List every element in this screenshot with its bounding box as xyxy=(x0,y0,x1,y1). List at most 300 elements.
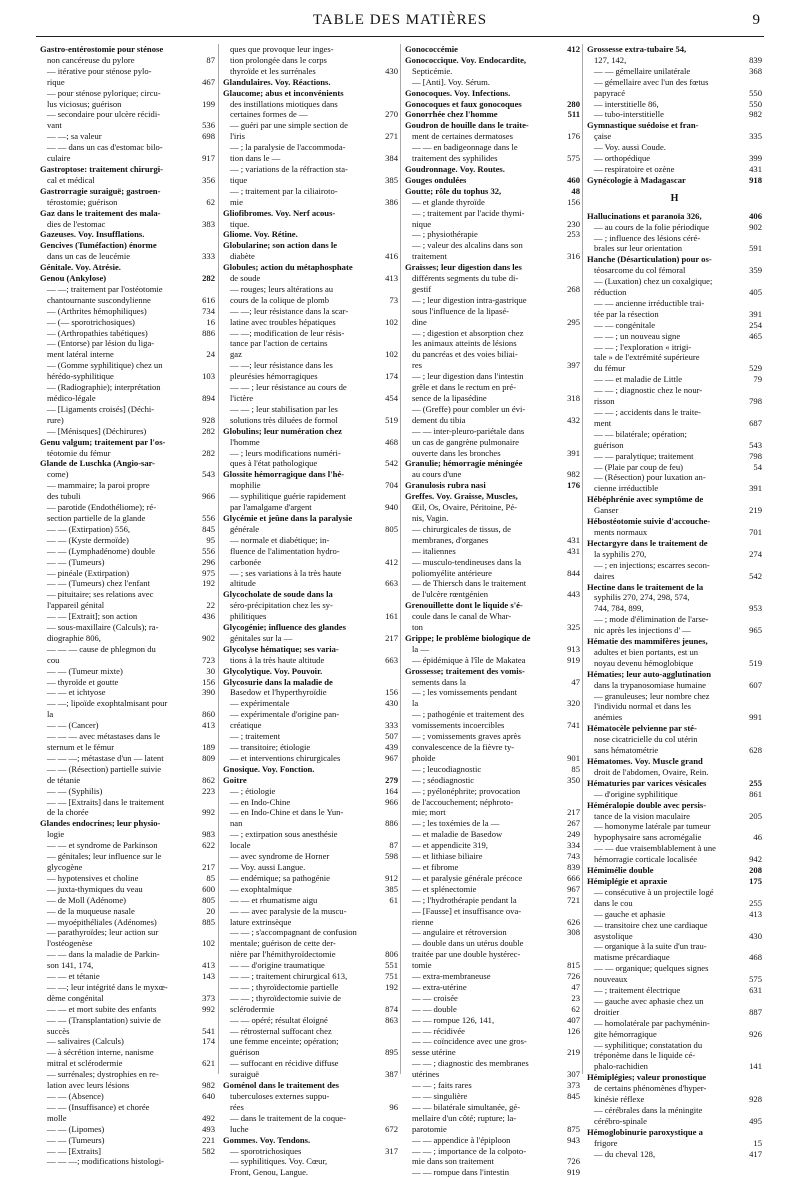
entry-term: nan xyxy=(230,818,243,829)
entry-term: Gonocoques et faux gonocoques xyxy=(405,98,522,109)
entry-term: — ; la paralysie de l'accommoda- xyxy=(230,142,346,153)
entry-term: — pituitaire; ses relations avec xyxy=(47,589,154,600)
index-subentry xyxy=(223,44,398,55)
entry-term: — italiennes xyxy=(412,545,456,556)
entry-term: — endémique; sa pathogénie xyxy=(230,872,330,883)
index-subentry xyxy=(40,535,215,546)
index-subentry xyxy=(223,415,398,426)
entry-term: nique xyxy=(412,218,432,229)
entry-page-ref: 385 xyxy=(385,174,398,185)
entry-term: Gastroptose: traitement chirurgi- xyxy=(40,163,163,174)
entry-page-ref: 174 xyxy=(385,371,398,382)
entry-term: — ; l'hydrothérapie pendant la xyxy=(412,894,517,905)
index-subentry xyxy=(40,687,215,698)
index-subentry xyxy=(587,843,762,854)
entry-term: — (Arthropathies tabétiques) xyxy=(47,327,148,338)
entry-term: — ; leur digestion intra-gastrique xyxy=(412,294,527,305)
index-subentry xyxy=(587,941,762,952)
entry-page-ref: 806 xyxy=(385,949,398,960)
entry-page-ref: 46 xyxy=(753,832,762,843)
index-subentry xyxy=(223,1004,398,1015)
entry-term: Hanche (Désarticulation) pour os- xyxy=(587,254,712,265)
entry-page-ref: 556 xyxy=(202,545,215,556)
entry-page-ref: 126 xyxy=(567,1025,580,1036)
entry-term: convalescence de la fièvre ty- xyxy=(412,742,515,752)
entry-term: — ; les vomissements pendant xyxy=(412,687,518,698)
entry-term: hémorragie corticale localisée xyxy=(594,854,698,865)
entry-page-ref: 390 xyxy=(202,687,215,698)
index-subentry xyxy=(40,88,215,99)
index-subentry xyxy=(40,360,215,371)
entry-page-ref: 325 xyxy=(567,622,580,633)
entry-term: Gonorrhée chez l'homme xyxy=(405,109,498,120)
index-subentry xyxy=(223,360,398,371)
entry-term: des tubuli xyxy=(47,491,81,502)
index-subentry xyxy=(40,219,215,230)
index-subentry xyxy=(405,698,580,709)
index-subentry xyxy=(587,385,762,396)
entry-page-ref: 805 xyxy=(202,894,215,905)
entry-page-ref: 432 xyxy=(567,414,580,425)
index-headword-entry xyxy=(405,186,580,197)
entry-page-ref: 616 xyxy=(202,294,215,305)
index-headword-entry xyxy=(40,240,215,251)
entry-page-ref: 815 xyxy=(567,960,580,971)
entry-term: — épidémique à l'île de Makatea xyxy=(412,654,526,665)
entry-term: — thyroïde et goutte xyxy=(47,676,119,687)
entry-page-ref: 280 xyxy=(567,98,580,109)
entry-term: tion prolongée dans le corps xyxy=(230,54,327,65)
entry-term: — à sécrétion interne, nanisme xyxy=(47,1047,154,1058)
index-subentry xyxy=(405,1058,580,1069)
index-subentry xyxy=(405,426,580,437)
index-subentry xyxy=(223,786,398,797)
index-subentry xyxy=(405,938,580,949)
index-headword-entry xyxy=(587,254,762,265)
entry-term: — — ; faits rares xyxy=(412,1080,472,1091)
index-headword-entry xyxy=(587,211,762,222)
entry-page-ref: 895 xyxy=(385,1047,398,1058)
entry-term: — — (Kyste dermoïde) xyxy=(47,534,129,545)
entry-term: — — et rhumatisme aigu xyxy=(230,894,318,905)
entry-term: — — et syndrome de Parkinson xyxy=(47,840,158,851)
entry-term: Goménol dans le traitement des xyxy=(223,1080,340,1091)
index-subentry xyxy=(40,1036,215,1047)
index-headword-entry xyxy=(587,876,762,887)
entry-page-ref: 575 xyxy=(567,153,580,164)
index-subentry xyxy=(587,287,762,298)
entry-term: çaise xyxy=(594,131,612,142)
entry-term: les animaux atteints de lésions xyxy=(412,338,517,349)
entry-page-ref: 143 xyxy=(202,971,215,982)
index-subentry xyxy=(587,505,762,516)
index-headword-entry xyxy=(587,494,762,505)
entry-page-ref: 384 xyxy=(385,153,398,164)
index-subentry xyxy=(405,131,580,142)
index-headword-entry xyxy=(223,764,398,775)
entry-term: ment de certaines dermatoses xyxy=(412,131,513,142)
index-subentry xyxy=(40,982,215,993)
entry-term: — ; en injections; escarres secon- xyxy=(594,559,710,570)
index-subentry xyxy=(587,691,762,702)
index-headword-entry xyxy=(587,44,762,55)
index-subentry xyxy=(587,527,762,538)
entry-term: l'appareil génital xyxy=(47,600,105,611)
entry-term: sements dans la xyxy=(412,676,466,687)
entry-page-ref: 405 xyxy=(749,287,762,298)
entry-page-ref: 556 xyxy=(202,512,215,523)
index-subentry xyxy=(587,811,762,822)
entry-term: anémies xyxy=(594,712,623,723)
entry-page-ref: 845 xyxy=(567,1091,580,1101)
index-subentry xyxy=(223,971,398,982)
entry-term: — — [Extraits] xyxy=(47,1145,101,1156)
index-subentry xyxy=(587,407,762,418)
entry-page-ref: 550 xyxy=(749,98,762,109)
index-subentry xyxy=(40,1047,215,1058)
entry-page-ref: 467 xyxy=(202,76,215,87)
index-subentry xyxy=(405,404,580,415)
entry-page-ref: 85 xyxy=(206,872,215,883)
entry-term: l'iris xyxy=(230,131,245,142)
entry-term: Hébostéotomie suivie d'accouche- xyxy=(587,516,711,527)
entry-term: droit de l'abdomen, Ovaire, Rein. xyxy=(594,766,709,777)
entry-term: — ; étiologie xyxy=(230,785,276,796)
index-subentry xyxy=(587,1116,762,1127)
entry-term: — ; leucodiagnostic xyxy=(412,763,482,774)
index-subentry xyxy=(40,502,215,513)
entry-page-ref: 809 xyxy=(202,752,215,763)
entry-term: — — ; s'accompagnant de confusion xyxy=(230,927,357,938)
entry-page-ref: 87 xyxy=(206,54,215,65)
index-subentry xyxy=(40,153,215,164)
entry-page-ref: 267 xyxy=(567,818,580,829)
entry-term: — hypotensives et choline xyxy=(47,872,139,883)
index-subentry xyxy=(40,731,215,742)
entry-term: — ; valeur des alcalins dans son xyxy=(412,240,523,251)
entry-term: Globularine; son action dans le xyxy=(223,240,338,251)
index-subentry xyxy=(40,1156,215,1167)
index-subentry xyxy=(587,680,762,691)
index-subentry xyxy=(40,480,215,491)
entry-term: — — ; thyroïdectomie suivie de xyxy=(230,992,341,1003)
index-subentry xyxy=(405,862,580,873)
entry-term: cal et médical xyxy=(47,174,95,185)
index-headword-entry xyxy=(587,516,762,527)
entry-page-ref: 967 xyxy=(385,752,398,763)
entry-page-ref: 413 xyxy=(202,720,215,731)
index-subentry xyxy=(40,306,215,317)
index-subentry xyxy=(223,349,398,360)
index-subentry xyxy=(587,734,762,745)
index-subentry xyxy=(223,317,398,328)
index-subentry xyxy=(223,393,398,404)
index-subentry xyxy=(587,1007,762,1018)
entry-term: tomie xyxy=(412,960,432,971)
entry-page-ref: 176 xyxy=(567,131,580,142)
entry-page-ref: 439 xyxy=(385,742,398,752)
entry-page-ref: 543 xyxy=(749,439,762,450)
index-headword-entry xyxy=(40,44,215,55)
index-subentry xyxy=(405,687,580,698)
index-subentry xyxy=(223,1167,398,1178)
index-subentry xyxy=(223,1124,398,1135)
index-subentry xyxy=(223,1047,398,1058)
index-subentry xyxy=(223,797,398,808)
entry-term: cours de la colique de plomb xyxy=(230,294,330,305)
entry-term: syphilis 270, 274, 298, 574, xyxy=(594,592,690,603)
entry-page-ref: 103 xyxy=(202,371,215,382)
entry-page-ref: 30 xyxy=(206,665,215,676)
entry-term: Glandulaires. Voy. Réactions. xyxy=(223,76,331,87)
index-subentry xyxy=(40,1113,215,1124)
entry-term: — pinéale (Extirpation) xyxy=(47,567,130,578)
index-subentry xyxy=(587,571,762,582)
entry-page-ref: 430 xyxy=(749,930,762,941)
index-subentry xyxy=(40,328,215,339)
entry-term: — cérébrales dans la méningite xyxy=(594,1105,703,1115)
entry-page-ref: 721 xyxy=(567,894,580,905)
index-subentry xyxy=(405,742,580,753)
entry-page-ref: 901 xyxy=(567,752,580,763)
entry-term: Genu valgum; traitement par l'os- xyxy=(40,436,166,447)
index-subentry xyxy=(40,1102,215,1113)
entry-term: — — congénitale xyxy=(594,319,656,330)
index-subentry xyxy=(223,251,398,262)
entry-term: come) xyxy=(47,469,69,480)
entry-term: — salivaires (Calculs) xyxy=(47,1036,124,1047)
index-headword-entry xyxy=(405,175,580,186)
index-headword-entry xyxy=(223,77,398,88)
index-subentry xyxy=(405,328,580,339)
entry-term: rique xyxy=(47,76,65,87)
entry-term: Gastrorragie suraiguë; gastroen- xyxy=(40,185,161,196)
index-subentry xyxy=(223,109,398,120)
index-subentry xyxy=(40,349,215,360)
entry-term: — et lithiase biliaire xyxy=(412,851,483,862)
entry-page-ref: 320 xyxy=(567,698,580,709)
entry-page-ref: 967 xyxy=(567,883,580,894)
entry-term: Ganser xyxy=(594,505,619,516)
entry-term: dies de l'estomac xyxy=(47,218,106,229)
index-subentry xyxy=(223,437,398,448)
entry-page-ref: 628 xyxy=(749,745,762,756)
entry-term: — au cours de la folie périodique xyxy=(594,221,710,232)
entry-page-ref: 430 xyxy=(385,698,398,709)
entry-term: — ; vomissements graves après xyxy=(412,731,521,742)
entry-term: térostomie; guérison xyxy=(47,196,118,207)
index-subentry xyxy=(223,862,398,873)
entry-term: génitales sur la — xyxy=(230,632,293,643)
entry-term: Hémoglobinurie paroxystique a xyxy=(587,1126,703,1137)
entry-term: — sporotrichosiques xyxy=(230,1145,302,1156)
entry-page-ref: 62 xyxy=(206,196,215,207)
index-subentry xyxy=(40,109,215,120)
index-subentry xyxy=(405,1015,580,1026)
entry-page-ref: 919 xyxy=(567,654,580,665)
entry-term: — et paralysie générale précoce xyxy=(412,872,523,883)
index-subentry xyxy=(405,720,580,731)
index-subentry xyxy=(223,382,398,393)
index-subentry xyxy=(40,971,215,982)
index-subentry xyxy=(40,175,215,186)
entry-term: — sous-maxillaire (Calculs); ra- xyxy=(47,622,159,633)
index-headword-entry xyxy=(405,99,580,110)
entry-page-ref: 917 xyxy=(202,153,215,164)
entry-page-ref: 839 xyxy=(749,54,762,65)
index-subentry xyxy=(223,1102,398,1113)
entry-term: — [Ménisques] (Déchirures) xyxy=(47,425,147,436)
entry-term: — dans le traitement de la coque- xyxy=(230,1112,346,1123)
entry-page-ref: 385 xyxy=(385,883,398,894)
entry-page-ref: 541 xyxy=(202,1025,215,1036)
entry-term: ques que provoque leur inges- xyxy=(230,44,334,54)
entry-page-ref: 663 xyxy=(385,654,398,665)
index-headword-entry xyxy=(223,589,398,600)
entry-term: de soude xyxy=(230,273,261,284)
entry-term: — — paralytique; traitement xyxy=(594,450,694,461)
entry-term: poliomyélite antérieure xyxy=(412,567,492,578)
entry-term: suraiguë xyxy=(230,1069,260,1080)
index-subentry xyxy=(40,1069,215,1080)
index-subentry xyxy=(40,993,215,1004)
index-subentry xyxy=(405,502,580,513)
index-subentry xyxy=(587,1061,762,1072)
entry-page-ref: 926 xyxy=(749,1028,762,1039)
entry-page-ref: 798 xyxy=(749,396,762,407)
entry-term: Glycolytique. Voy. Pouvoir. xyxy=(223,665,323,676)
entry-term: — avec syndrome de Horner xyxy=(230,851,330,862)
entry-term: Grenouillette dont le liquide s'é- xyxy=(405,600,523,611)
entry-page-ref: 413 xyxy=(749,908,762,919)
index-headword-entry xyxy=(587,636,762,647)
entry-term: ment xyxy=(594,417,612,428)
entry-term: Hémimélie double xyxy=(587,865,654,876)
entry-term: dème congénital xyxy=(47,992,104,1003)
entry-term: rées xyxy=(230,1101,244,1112)
index-subentry xyxy=(587,66,762,77)
index-subentry xyxy=(40,829,215,840)
entry-term: — — dans un cas d'estomac bilo- xyxy=(47,142,163,153)
entry-term: — rouges; leurs altérations au xyxy=(230,283,334,294)
entry-term: sence de la lipasédine xyxy=(412,393,487,403)
entry-term: Goudronnage. Voy. Routes. xyxy=(405,163,505,174)
index-subentry xyxy=(587,985,762,996)
entry-term: 127, 142, xyxy=(594,54,627,65)
entry-term: créatique xyxy=(230,720,262,731)
entry-page-ref: 87 xyxy=(389,840,398,851)
entry-term: — du cheval 128, xyxy=(594,1148,656,1159)
entry-term: — orthopédique xyxy=(594,153,651,164)
entry-page-ref: 885 xyxy=(202,916,215,927)
entry-term: droitier xyxy=(594,1006,620,1017)
entry-page-ref: 443 xyxy=(567,589,580,600)
entry-term: la — xyxy=(412,643,429,654)
entry-page-ref: 430 xyxy=(385,65,398,76)
index-subentry xyxy=(40,1058,215,1069)
entry-term: — —; leur intégrité dans le myxœ- xyxy=(47,981,168,992)
index-headword-entry xyxy=(405,120,580,131)
index-subentry xyxy=(223,480,398,491)
entry-page-ref: 875 xyxy=(567,1123,580,1134)
entry-term: — [Fausse] et insuffisance ova- xyxy=(412,905,522,916)
entry-page-ref: 861 xyxy=(749,788,762,799)
entry-term: tance de la vision maculaire xyxy=(594,810,690,821)
index-subentry xyxy=(223,698,398,709)
index-subentry xyxy=(405,578,580,589)
entry-term: hypophysaire sans acromégalie xyxy=(594,832,702,843)
entry-page-ref: 495 xyxy=(749,1115,762,1126)
entry-page-ref: 965 xyxy=(749,625,762,636)
entry-term: Hématies; leur auto-agglutination xyxy=(587,668,711,679)
entry-term: sous l'influence de la lipasé- xyxy=(412,305,510,316)
entry-term: — surrénales; dystrophies en re- xyxy=(47,1069,159,1080)
entry-term: — — (Lymphadénome) double xyxy=(47,545,156,556)
index-headword-entry xyxy=(223,622,398,633)
index-subentry xyxy=(223,284,398,295)
entry-page-ref: 687 xyxy=(749,417,762,428)
entry-page-ref: 274 xyxy=(749,548,762,559)
entry-term: — — d'origine traumatique xyxy=(230,960,325,971)
index-subentry xyxy=(223,633,398,644)
index-subentry xyxy=(587,767,762,778)
entry-term: — syphilitique guérie rapidement xyxy=(230,491,346,502)
index-subentry xyxy=(40,1026,215,1037)
index-subentry xyxy=(40,382,215,393)
entry-term: diabète xyxy=(230,251,255,262)
index-subentry xyxy=(40,666,215,677)
entry-term: rienne xyxy=(412,916,434,927)
entry-term: — — (Insuffisance) et chorée xyxy=(47,1101,150,1112)
index-subentry xyxy=(587,996,762,1007)
entry-term: sesse utérine xyxy=(412,1047,456,1058)
entry-page-ref: 543 xyxy=(202,469,215,480)
entry-term: sternum et le fémur xyxy=(47,742,115,752)
index-subentry xyxy=(405,1004,580,1015)
entry-term: — —; sa valeur xyxy=(47,131,102,142)
index-subentry xyxy=(223,655,398,666)
index-subentry xyxy=(587,374,762,385)
entry-page-ref: 839 xyxy=(567,861,580,872)
entry-term: — —; leur résistance dans les xyxy=(230,360,333,371)
index-subentry xyxy=(587,789,762,800)
index-column-4 xyxy=(582,44,765,1159)
entry-term: cienne irréductible xyxy=(594,483,659,494)
entry-page-ref: 270 xyxy=(385,109,398,120)
entry-term: son 141, 174, xyxy=(47,960,94,971)
section-letter: H xyxy=(670,192,679,204)
entry-page-ref: 95 xyxy=(206,534,215,545)
index-subentry xyxy=(40,906,215,917)
entry-term: tée par la résection xyxy=(594,308,659,319)
entry-term: — — ; accidents dans le traite- xyxy=(594,407,701,417)
entry-page-ref: 991 xyxy=(749,712,762,723)
entry-term: utérines xyxy=(412,1069,440,1080)
entry-term: ouverte dans les bronches xyxy=(412,447,501,458)
entry-term: — — dans la maladie de Parkin- xyxy=(47,949,160,960)
entry-term: — en Indo-Chine et dans le Yun- xyxy=(230,807,344,818)
index-subentry xyxy=(587,55,762,66)
entry-page-ref: 192 xyxy=(385,981,398,992)
index-subentry xyxy=(223,982,398,993)
entry-page-ref: 519 xyxy=(385,414,398,425)
entry-page-ref: 918 xyxy=(749,174,762,185)
index-subentry xyxy=(587,1040,762,1051)
entry-term: succès xyxy=(47,1025,70,1036)
entry-term: — expérimentale xyxy=(230,698,290,709)
index-headword-entry xyxy=(405,458,580,469)
entry-page-ref: 48 xyxy=(571,185,580,196)
